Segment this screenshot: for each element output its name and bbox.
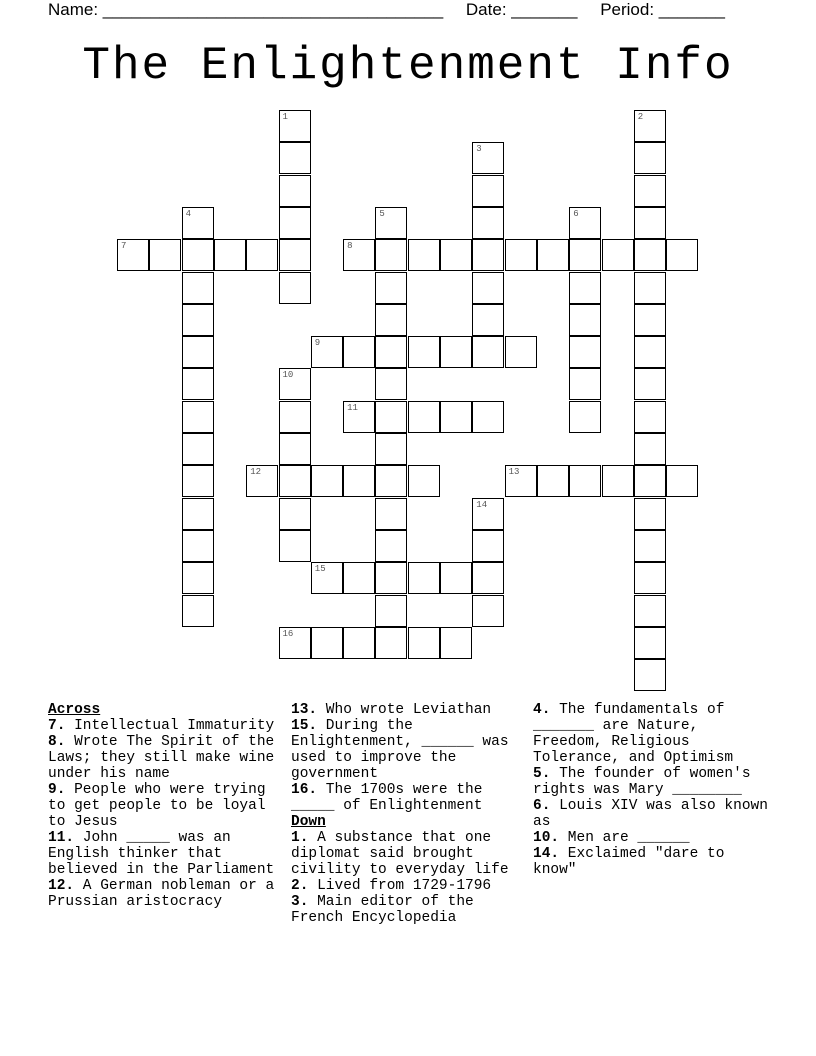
crossword-cell[interactable] [375,304,407,336]
clue-number: 3 [476,144,482,155]
crossword-cell[interactable] [569,401,601,433]
clue-item-text: John _____ was an English thinker that believed in the Parliament [48,830,275,878]
crossword-cell[interactable] [666,239,698,271]
clue-number: 7 [121,241,127,252]
crossword-cell[interactable] [505,239,537,271]
page-title: The Enlightenment Info [82,40,734,92]
crossword-cell[interactable] [472,304,504,336]
crossword-cell[interactable] [279,627,311,659]
crossword-cell[interactable] [343,465,375,497]
crossword-cell[interactable] [182,207,214,239]
crossword-cell[interactable] [279,498,311,530]
crossword-cell[interactable] [311,562,343,594]
crossword-cell[interactable] [569,336,601,368]
clue-item-text: A German nobleman or a Prussian aristocracy [48,878,275,910]
crossword-cell[interactable] [569,368,601,400]
crossword-cell[interactable] [537,239,569,271]
crossword-cell[interactable] [311,627,343,659]
crossword-cell[interactable] [634,595,666,627]
crossword-cell[interactable] [279,433,311,465]
crossword-cell[interactable] [375,530,407,562]
crossword-cell[interactable] [375,498,407,530]
crossword-cell[interactable] [634,207,666,239]
crossword-cell[interactable] [440,401,472,433]
crossword-cell[interactable] [408,239,440,271]
crossword-cell[interactable] [375,465,407,497]
clue-item-number: 12. [48,878,75,894]
crossword-cell[interactable] [311,336,343,368]
across-heading: Across [48,702,101,718]
crossword-cell[interactable] [472,272,504,304]
crossword-cell[interactable] [343,562,375,594]
crossword-cell[interactable] [537,465,569,497]
clue-number: 1 [282,112,288,122]
crossword-cell[interactable] [214,239,246,271]
crossword-cell[interactable] [182,239,214,271]
crossword-cell[interactable] [472,239,504,271]
clue-item-number: 13. [291,702,318,718]
crossword-cell[interactable] [505,336,537,368]
clue-item-number: 5. [533,766,551,782]
crossword-cell[interactable] [279,465,311,497]
crossword-cell[interactable] [569,239,601,271]
clue-item-text: Lived from 1729-1796 [308,878,492,894]
crossword-cell[interactable] [634,272,666,304]
clue-item-text: Wrote The Spirit of the Laws; they still make wine under his name [48,734,275,782]
clue-item [533,798,773,830]
crossword-cell[interactable] [311,465,343,497]
crossword-cell[interactable] [569,272,601,304]
crossword-cell[interactable] [182,562,214,594]
clue-item-number: 16. [291,782,318,798]
clue-item-text: Men are ______ [559,830,690,846]
crossword-cell[interactable] [408,336,440,368]
crossword-cell[interactable] [472,142,504,174]
clue-item-text: Intellectual Immaturity [65,718,275,734]
crossword-cell[interactable] [569,304,601,336]
clue-number: 2 [637,112,644,122]
crossword-cell[interactable] [117,239,149,271]
crossword-cell[interactable] [634,304,666,336]
clue-item-number: 6. [533,798,551,814]
crossword-cell[interactable] [634,175,666,207]
crossword-cell[interactable] [279,110,311,142]
crossword-cell[interactable] [182,304,214,336]
clue-item-text: The founder of women's rights was Mary ________ [533,766,751,798]
crossword-cell[interactable] [602,239,634,271]
crossword-cell[interactable] [634,627,666,659]
crossword-cell[interactable] [472,498,504,530]
clue-number: 10 [282,370,294,381]
crossword-cell[interactable] [408,627,440,659]
clue-item [533,766,773,798]
clue-item-number: 14. [533,846,560,862]
clue-item [48,734,284,782]
crossword-cell[interactable] [472,336,504,368]
clues-column-2 [291,702,523,926]
clue-item-text: Exclaimed "dare to know" [533,846,725,878]
crossword-cell[interactable] [634,239,666,271]
crossword-cell[interactable] [634,530,666,562]
crossword-cell[interactable] [472,530,504,562]
clue-item-number: 7. [48,718,66,734]
clues-column-3 [533,702,773,878]
crossword-cell[interactable] [666,465,698,497]
crossword-cell[interactable] [375,401,407,433]
clue-item [533,830,773,846]
crossword-cell[interactable] [279,530,311,562]
crossword-cell[interactable] [634,433,666,465]
clue-item-text: Louis XIV was also known as [533,798,768,830]
clue-item [48,830,284,878]
crossword-cell[interactable] [375,595,407,627]
crossword-cell[interactable] [472,207,504,239]
crossword-cell[interactable] [634,465,666,497]
crossword-cell[interactable] [472,175,504,207]
crossword-cell[interactable] [472,401,504,433]
clue-number: 9 [314,338,321,349]
crossword-cell[interactable] [343,627,375,659]
crossword-cell[interactable] [182,336,214,368]
crossword-cell[interactable] [440,239,472,271]
clues-column-1 [48,702,284,910]
crossword-cell[interactable] [182,530,214,562]
clue-item [291,782,523,814]
crossword-cell[interactable] [602,465,634,497]
crossword-cell[interactable] [279,207,311,239]
clue-number: 11 [347,402,358,413]
crossword-cell[interactable] [149,239,181,271]
clue-number: 16 [282,628,294,639]
crossword-cell[interactable] [440,562,472,594]
crossword-cell[interactable] [182,368,214,400]
clue-item-number: 11. [48,830,75,846]
crossword-cell[interactable] [472,595,504,627]
crossword-cell[interactable] [375,336,407,368]
clue-item-text: A substance that one diplomat said brought civility to everyday life [291,830,509,878]
clue-item [291,702,523,718]
crossword-cell[interactable] [182,401,214,433]
clue-item-number: 3. [291,894,309,910]
clue-item-number: 1. [291,830,309,846]
clue-item [48,878,284,910]
crossword-cell[interactable] [375,562,407,594]
crossword-cell[interactable] [472,562,504,594]
down-heading: Down [291,814,326,830]
date-label: Date: _______ [465,0,578,19]
crossword-cell[interactable] [279,175,311,207]
clue-item [291,894,523,926]
crossword-cell[interactable] [375,433,407,465]
clue-item-text: Who wrote Leviathan [317,702,492,718]
crossword-cell[interactable] [634,336,666,368]
crossword-cell[interactable] [634,110,666,142]
clue-number: 8 [347,241,353,252]
crossword-cell[interactable] [375,627,407,659]
clue-item-text: During the Enlightenment, ______ was used to improve the government [291,718,509,782]
crossword-cell[interactable] [375,239,407,271]
crossword-cell[interactable] [343,239,375,271]
crossword-cell[interactable] [569,207,601,239]
crossword-cell[interactable] [408,465,440,497]
crossword-cell[interactable] [440,627,472,659]
crossword-cell[interactable] [408,401,440,433]
clue-item-number: 9. [48,782,66,798]
name-label: Name: ____________________________________ [48,0,444,19]
clue-item-text: Main editor of the French Encyclopedia [291,894,474,926]
crossword-cell[interactable] [246,239,278,271]
clue-item-text: The fundamentals of _______ are Nature, Freedom, Religious Tolerance, and Optimism [533,702,734,766]
crossword-cell[interactable] [634,142,666,174]
clue-item [291,718,523,782]
crossword-cell[interactable] [279,401,311,433]
clue-item-text: The 1700s were the _____ of Enlightenment [291,782,483,814]
crossword-cell[interactable] [375,207,407,239]
clue-item-number: 2. [291,878,309,894]
crossword-cell[interactable] [182,465,214,497]
clue-number: 13 [508,467,520,478]
crossword-cell[interactable] [279,368,311,400]
crossword-cell[interactable] [279,142,311,174]
clue-number: 5 [379,208,385,219]
crossword-cell[interactable] [375,368,407,400]
clue-item [48,782,284,830]
crossword-cell[interactable] [182,272,214,304]
crossword-cell[interactable] [505,465,537,497]
clue-item [48,718,284,734]
clue-item-number: 10. [533,830,560,846]
clue-item-number: 4. [533,702,551,718]
crossword-cell[interactable] [343,336,375,368]
crossword-cell[interactable] [182,595,214,627]
crossword-cell[interactable] [279,272,311,304]
crossword-cell[interactable] [634,401,666,433]
clue-number: 14 [476,499,488,510]
crossword-cell[interactable] [182,498,214,530]
crossword-cell[interactable] [279,239,311,271]
crossword-cell[interactable] [634,562,666,594]
clue-item-text: People who were trying to get people to be loyal to Jesus [48,782,266,830]
clue-number: 12 [250,467,261,478]
clue-item [533,846,773,878]
clue-item-number: 15. [291,718,318,734]
crossword-cell[interactable] [182,433,214,465]
crossword-cell[interactable] [634,498,666,530]
crossword-cell[interactable] [408,562,440,594]
crossword-cell[interactable] [440,336,472,368]
crossword-cell[interactable] [634,368,666,400]
crossword-cell[interactable] [343,401,375,433]
crossword-cell[interactable] [569,465,601,497]
crossword-cell[interactable] [246,465,278,497]
clue-item [291,878,523,894]
clue-item [291,830,523,878]
clue-number: 4 [185,208,191,219]
clue-item-number: 8. [48,734,66,750]
crossword-cell[interactable] [375,272,407,304]
clue-item [533,702,773,766]
clue-number: 6 [573,208,579,219]
clue-number: 15 [314,564,326,575]
period-label: Period: _______ [600,0,725,19]
crossword-cell[interactable] [634,659,666,691]
